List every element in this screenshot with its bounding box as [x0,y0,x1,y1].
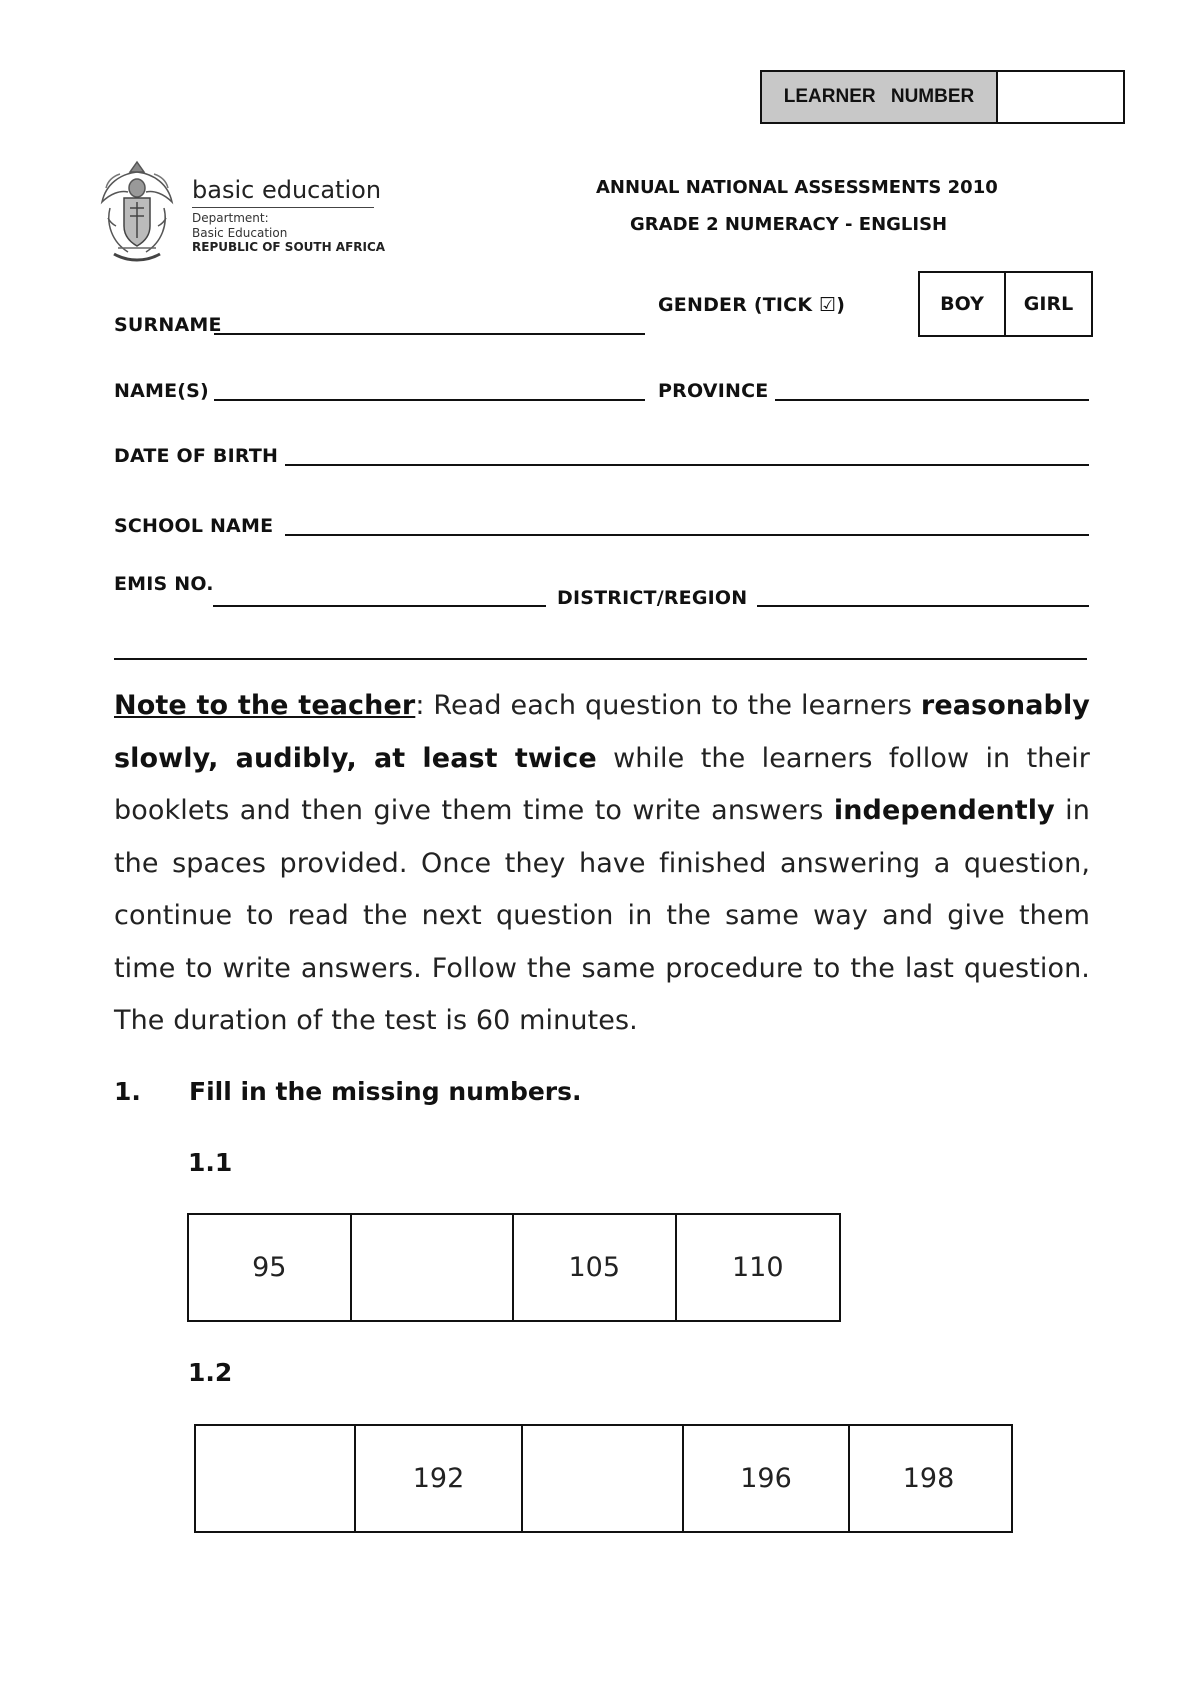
sequence-cell: 105 [514,1215,677,1320]
logo-department-line1: Department: [192,211,269,225]
teacher-note-text: : Read each question to the learners [415,690,921,721]
names-label: NAME(S) [114,380,209,402]
emis-label: EMIS NO. [114,573,214,595]
district-field[interactable] [757,605,1089,607]
assessment-subtitle: GRADE 2 NUMERACY - ENGLISH [630,214,948,235]
teacher-note-emphasis: reasonably slowly, audibly, at least twice [114,690,1090,774]
learner-number-label: LEARNER NUMBER [762,72,998,122]
sequence-cell: 95 [189,1215,352,1320]
teacher-note-text: in the spaces provided. Once they have finished answering a question, continue to read the next question in the same way and give them time to write answers. Follow the same procedure to the last question. The duration of the test is 60 minutes. [114,795,1090,1036]
surname-field[interactable] [214,333,645,335]
learner-number-field[interactable] [998,72,1123,122]
sequence-cell: 110 [731,1252,784,1283]
sequence-answer-cell[interactable] [523,1426,684,1531]
sequence-cell: 192 [356,1426,523,1531]
logo-divider [192,207,374,208]
province-field[interactable] [775,399,1089,401]
surname-label: SURNAME [114,314,222,336]
emis-field[interactable] [213,605,546,607]
district-label: DISTRICT/REGION [557,587,748,609]
gender-boy-option[interactable]: BOY [920,273,1006,335]
school-name-field[interactable] [285,534,1089,536]
sequence-answer-cell[interactable] [352,1215,515,1320]
names-field[interactable] [214,399,645,401]
subquestion-label: 1.1 [188,1148,233,1177]
question-number: 1. [114,1077,141,1106]
logo-department-line2: Basic Education [192,226,288,240]
logo-department [192,211,287,241]
logo-title: basic education [192,176,382,204]
learner-number-box [760,70,1125,124]
date-of-birth-label: DATE OF BIRTH [114,445,279,467]
teacher-note [114,680,1090,1048]
sequence-answer-cell[interactable] [196,1426,356,1531]
school-name-label: SCHOOL NAME [114,515,274,537]
coat-of-arms-icon [100,158,174,264]
province-label: PROVINCE [658,380,769,402]
gender-girl-option[interactable]: GIRL [1023,293,1074,315]
subquestion-label: 1.2 [188,1358,233,1387]
teacher-note-text: while the learners follow in their booklets and then give them time to write answers [114,742,1090,826]
sequence-cell: 198 [902,1463,955,1494]
gender-options [918,271,1093,337]
question-text: Fill in the missing numbers. [189,1077,582,1106]
number-sequence-1-2 [194,1424,1013,1533]
number-sequence-1-1 [187,1213,841,1322]
date-of-birth-field[interactable] [285,464,1089,466]
assessment-title: ANNUAL NATIONAL ASSESSMENTS 2010 [596,177,998,198]
sequence-cell: 196 [684,1426,850,1531]
gender-label: GENDER (TICK ☑) [658,294,846,316]
teacher-note-heading: Note to the teacher [114,690,416,721]
section-divider [114,658,1087,660]
logo-country: REPUBLIC OF SOUTH AFRICA [192,240,386,254]
teacher-note-emphasis: independently [833,795,1055,826]
